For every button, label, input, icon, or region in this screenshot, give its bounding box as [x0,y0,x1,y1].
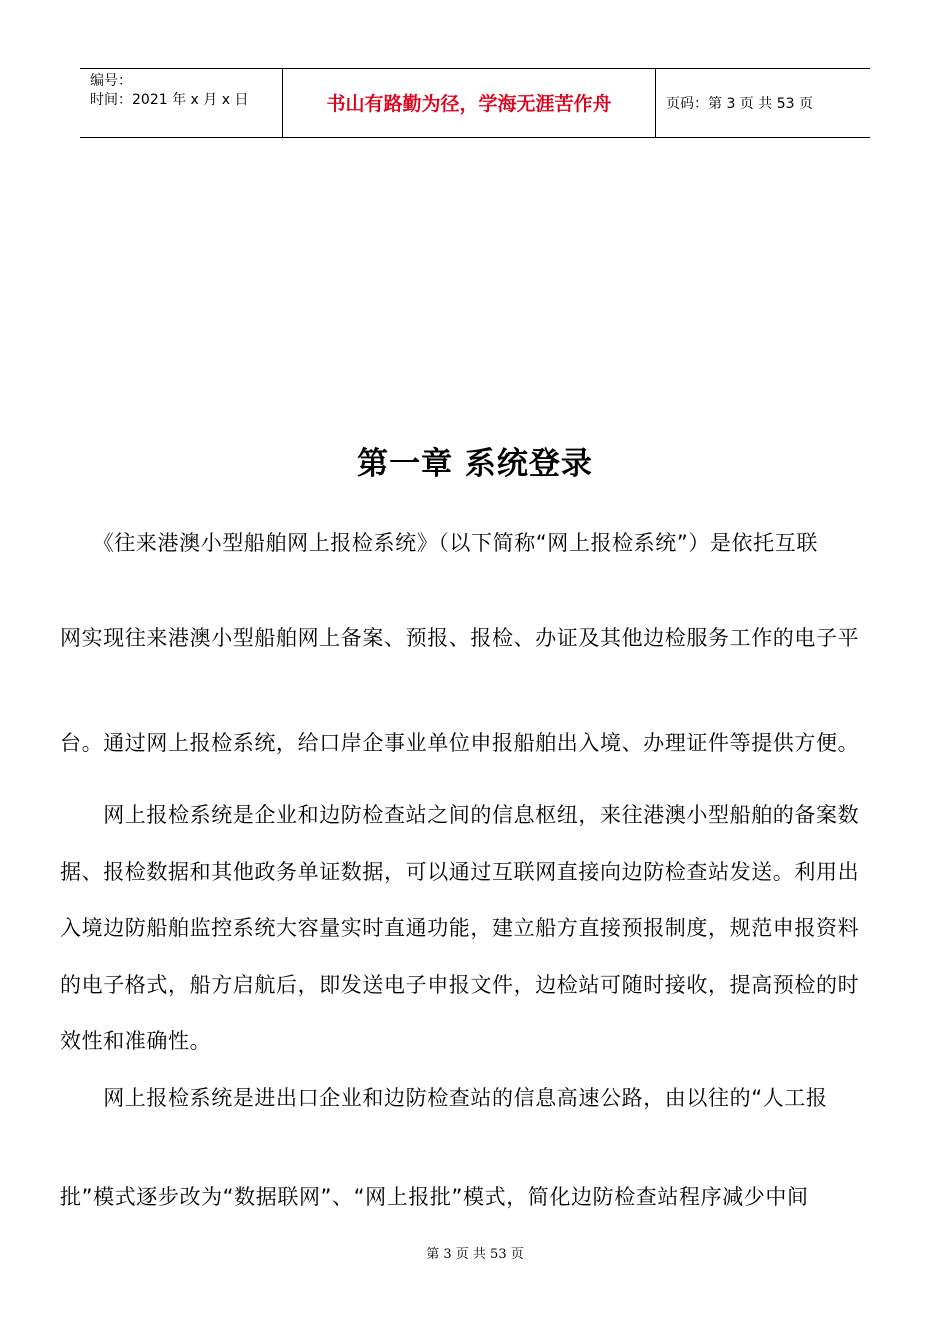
header-page-info: 页码：第 3 页 共 53 页 [666,96,813,112]
body-line: 网实现往来港澳小型船舶网上备案、预报、报检、办证及其他边检服务工作的电子平 [60,626,860,650]
header-left-cell [80,69,283,137]
body-line: 入境边防船舶监控系统大容量实时直通功能，建立船方直接预报制度，规范申报资料 [60,916,860,940]
header-right-cell [656,69,870,137]
body-line: 的电子格式，船方启航后，即发送电子申报文件，边检站可随时接收，提高预检的时 [60,973,860,997]
chapter-title: 第一章 系统登录 [357,446,593,482]
body-line: 台。通过网上报检系统，给口岸企事业单位申报船舶出入境、办理证件等提供方便。 [60,731,860,755]
page-footer: 第 3 页 共 53 页 [426,1247,524,1262]
document-date: 时间：2021 年 x 月 x 日 [90,92,249,108]
header-table [80,68,870,138]
header-motto: 书山有路勤为径，学海无涯苦作舟 [326,93,612,115]
body-line: 网上报检系统是企业和边防检查站之间的信息枢纽，来往港澳小型船舶的备案数 [60,803,860,827]
document-code-label: 编号： [90,73,132,89]
body-line: 网上报检系统是进出口企业和边防检查站的信息高速公路，由以往的“人工报 [60,1086,828,1110]
header-middle-cell [283,69,656,137]
body-line: 批”模式逐步改为“数据联网”、“网上报批”模式，简化边防检查站程序减少中间 [60,1185,809,1209]
body-line: 据、报检数据和其他政务单证数据，可以通过互联网直接向边防检查站发送。利用出 [60,860,860,884]
body-line: 《往来港澳小型船舶网上报检系统》（以下简称“网上报检系统”）是依托互联 [60,531,818,555]
body-line: 效性和准确性。 [60,1029,212,1053]
